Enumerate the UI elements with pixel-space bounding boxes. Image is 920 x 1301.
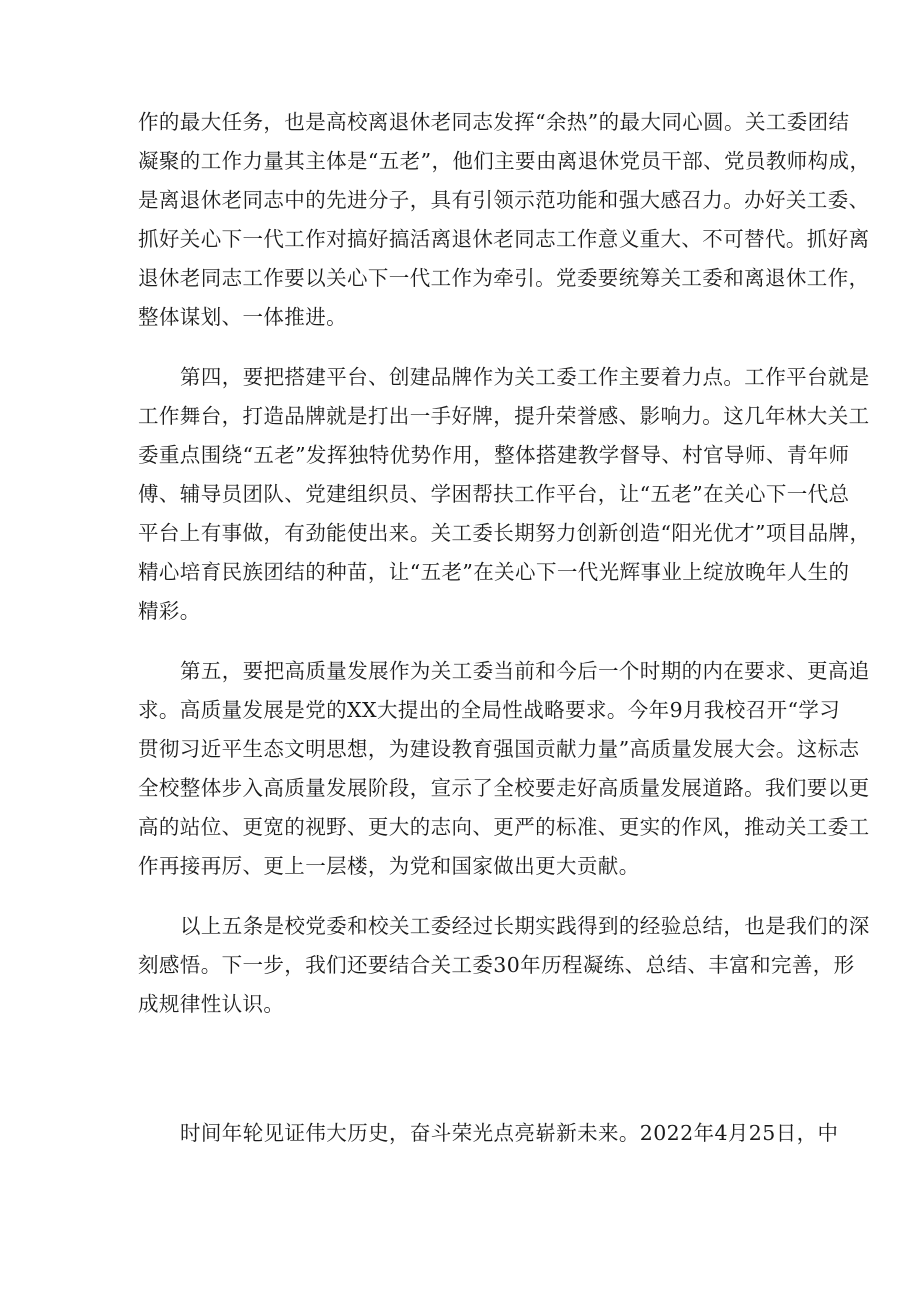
text-line: 第四，要把搭建平台、创建品牌作为关工委工作主要着力点。工作平台就是 [180,365,870,389]
text-line: 贯彻习近平生态文明思想，为建设教育强国贡献力量”高质量发展大会。这标志 [138,737,860,761]
text-line: 退休老同志工作要以关心下一代工作为牵引。党委要统筹关工委和离退休工作， [138,266,870,290]
text-line: 精心培育民族团结的种苗，让“五老”在关心下一代光辉事业上绽放晚年人生的 [138,560,850,584]
text-line: 委重点围绕“五老”发挥独特优势作用，整体搭建教学督导、村官导师、青年师 [138,443,850,467]
text-line: 平台上有事做，有劲能使出来。关工委长期努力创新创造“阳光优才”项目品牌， [138,521,871,545]
text-line: 成规律性认识。 [138,992,285,1016]
text-line: 是离退休老同志中的先进分子，具有引领示范功能和强大感召力。办好关工委、 [138,188,870,212]
text-line: 作的最大任务，也是高校离退休老同志发挥“余热”的最大同心圆。关工委团结 [138,110,850,134]
text-line: 全校整体步入高质量发展阶段，宣示了全校要走好高质量发展道路。我们要以更 [138,776,870,800]
text-line: 第五，要把高质量发展作为关工委当前和今后一个时期的内在要求、更高追 [180,659,870,683]
text-line: 高的站位、更宽的视野、更大的志向、更严的标准、更实的作风，推动关工委工 [138,815,870,839]
text-line: 抓好关心下一代工作对搞好搞活离退休老同志工作意义重大、不可替代。抓好离 [138,227,870,251]
text-line: 刻感悟。下一步，我们还要结合关工委30年历程凝练、总结、丰富和完善，形 [138,953,855,977]
text-line: 傅、辅导员团队、党建组织员、学困帮扶工作平台，让“五老”在关心下一代总 [138,482,850,506]
text-line: 求。高质量发展是党的XX大提出的全局性战略要求。今年9月我校召开“学习 [138,698,841,722]
text-line: 以上五条是校党委和校关工委经过长期实践得到的经验总结，也是我们的深 [180,914,870,938]
text-line: 凝聚的工作力量其主体是“五老”，他们主要由离退休党员干部、党员教师构成， [138,149,871,173]
text-line: 精彩。 [138,599,201,623]
text-line: 时间年轮见证伟大历史，奋斗荣光点亮崭新未来。2022年4月25日，中 [180,1121,839,1145]
text-line: 作再接再厉、更上一层楼，为党和国家做出更大贡献。 [138,854,640,878]
text-line: 工作舞台，打造品牌就是打出一手好牌，提升荣誉感、影响力。这几年林大关工 [138,404,870,428]
text-line: 整体谋划、一体推进。 [138,305,347,329]
